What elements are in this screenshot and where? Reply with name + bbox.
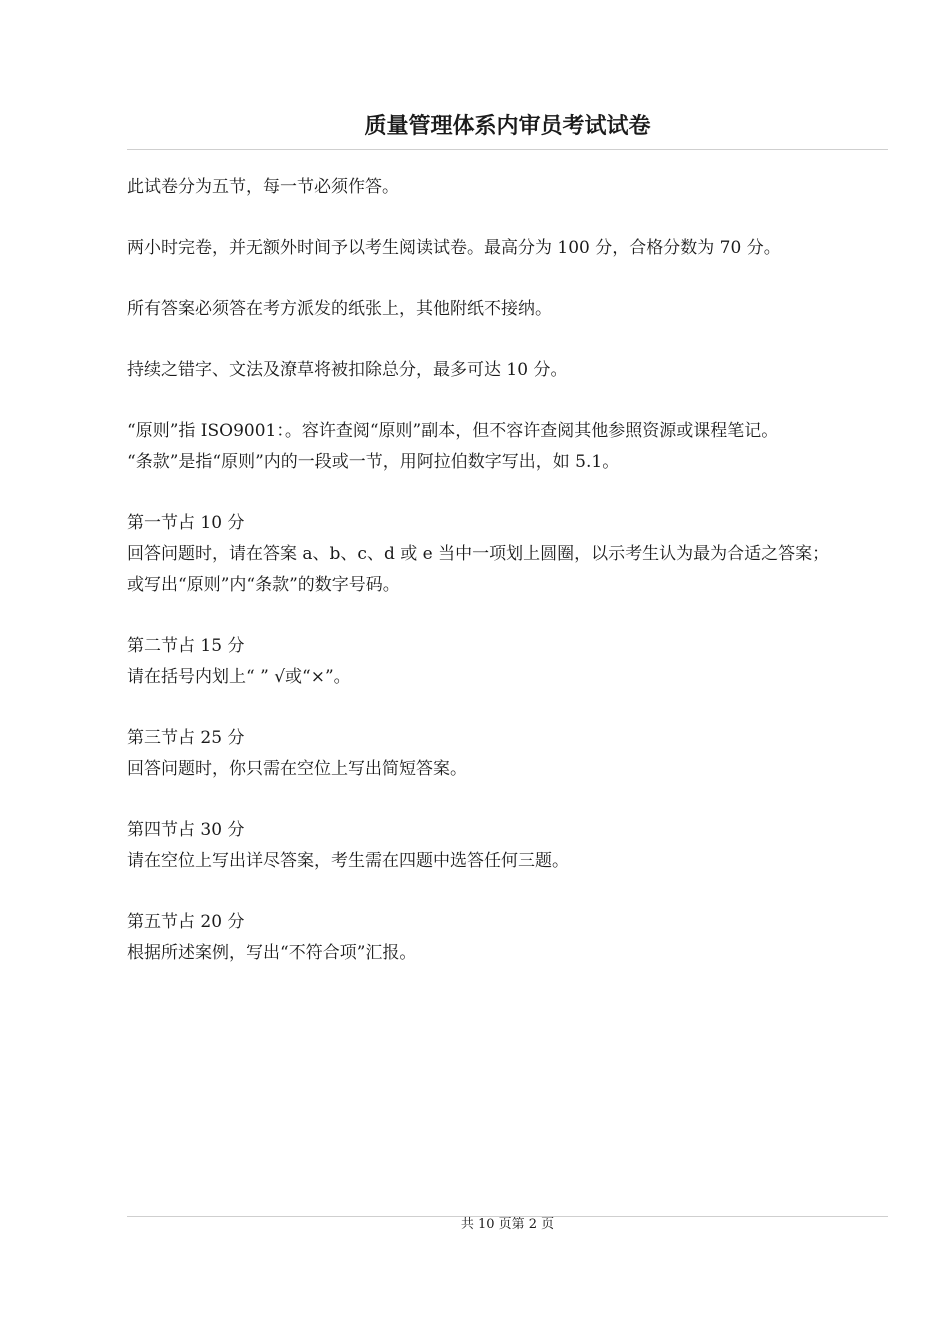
paragraph-answer-sheets: 所有答案必须答在考方派发的纸张上，其他附纸不接纳。 [127,299,552,319]
section-5-heading: 第五节占 20 分 [127,912,245,932]
section-3-heading: 第三节占 25 分 [127,728,245,748]
section-2-instruction: 请在括号内划上“ ” √或“×”。 [127,667,351,687]
document-body [127,172,907,969]
paragraph-time-and-score: 两小时完卷，并无额外时间予以考生阅读试卷。最高分为 100 分，合格分数为 70 分。 [127,238,781,258]
section-1-instruction-cont: 或写出“原则”内“条款”的数字号码。 [127,575,400,595]
section-5-instruction: 根据所述案例，写出“不符合项”汇报。 [127,943,417,963]
paragraph-intro: 此试卷分为五节，每一节必须作答。 [127,177,399,197]
section-1-heading: 第一节占 10 分 [127,513,245,533]
page-number: 共 10 页第 2 页 [460,1217,555,1232]
paragraph-principle-definition: “原则”指 ISO9001：。容许查阅“原则”副本，但不容许查阅其他参照资源或课程笔记。 [127,421,779,441]
section-4-heading: 第四节占 30 分 [127,820,245,840]
section-3-instruction: 回答问题时，你只需在空位上写出简短答案。 [127,759,467,779]
page-title: 质量管理体系内审员考试试卷 [364,113,651,139]
paragraph-clause-definition: “条款”是指“原则”内的一段或一节，用阿拉伯数字写出，如 5.1。 [127,452,620,472]
paragraph-deductions: 持续之错字、文法及潦草将被扣除总分，最多可达 10 分。 [127,360,568,380]
header-divider [127,149,888,150]
section-2-heading: 第二节占 15 分 [127,636,245,656]
section-1-instruction: 回答问题时，请在答案 a、b、c、d 或 e 当中一项划上圆圈，以示考生认为最为合适之答案； [127,544,830,564]
section-4-instruction: 请在空位上写出详尽答案，考生需在四题中选答任何三题。 [127,851,569,871]
